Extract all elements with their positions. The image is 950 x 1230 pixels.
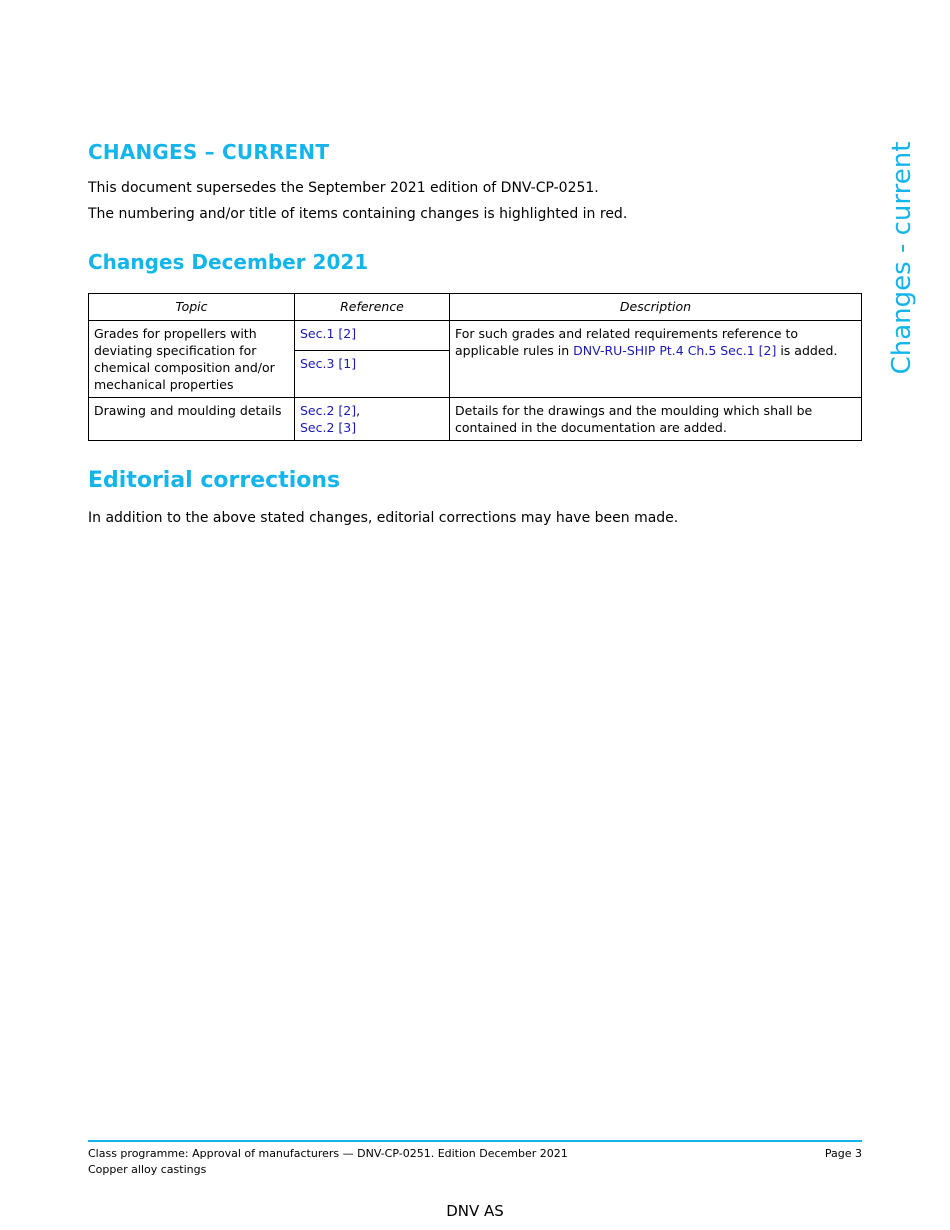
reference-link[interactable]: Sec.1 [2] <box>300 326 357 341</box>
side-tab <box>879 141 925 375</box>
page-title: CHANGES – CURRENT <box>88 140 330 164</box>
table-header-row <box>89 294 862 321</box>
description-cell: Details for the drawings and the moulding which shall be contained in the documentation are added. <box>450 398 862 441</box>
reference-link[interactable]: Sec.3 [1] <box>300 356 357 372</box>
editorial-heading: Editorial corrections <box>88 468 341 493</box>
intro-supersedes-text: This document supersedes the September 2021 edition of DNV-CP-0251. <box>88 180 599 196</box>
column-header-reference: Reference <box>295 294 450 321</box>
intro-highlight-text: The numbering and/or title of items containing changes is highlighted in red. <box>88 206 628 222</box>
side-tab-label: Changes - current <box>887 141 917 375</box>
column-header-topic: Topic <box>89 294 295 321</box>
description-text-end: is added. <box>776 343 838 358</box>
footer <box>88 1146 862 1178</box>
reference-cell <box>295 351 450 398</box>
reference-separator: , <box>356 403 361 418</box>
reference-link[interactable]: Sec.2 [2] <box>300 403 357 418</box>
footer-divider <box>88 1140 862 1142</box>
editorial-text: In addition to the above stated changes, editorial corrections may have been made. <box>88 510 679 526</box>
table-row <box>89 398 862 441</box>
description-cell <box>450 321 862 398</box>
footer-document-title: Class programme: Approval of manufacturers — DNV-CP-0251. Edition December 2021 <box>88 1147 568 1160</box>
changes-heading: Changes December 2021 <box>88 250 369 274</box>
reference-cell <box>295 398 450 441</box>
topic-cell: Drawing and moulding details <box>89 398 295 441</box>
publisher: DNV AS <box>446 1202 504 1220</box>
rule-reference-link[interactable]: DNV-RU-SHIP Pt.4 Ch.5 Sec.1 [2] <box>573 343 777 358</box>
reference-link[interactable]: Sec.2 [3] <box>300 420 357 435</box>
page-number: Page 3 <box>824 1147 862 1160</box>
column-header-description: Description <box>450 294 862 321</box>
description-text: For such grades and related requirements reference to applicable rules in <box>455 326 799 358</box>
table-row <box>89 321 862 351</box>
footer-subtitle: Copper alloy castings <box>88 1163 207 1176</box>
changes-table <box>88 293 862 441</box>
topic-cell: Grades for propellers with deviating specification for chemical composition and/or mechanical properties <box>89 321 295 398</box>
reference-cell <box>295 321 450 351</box>
